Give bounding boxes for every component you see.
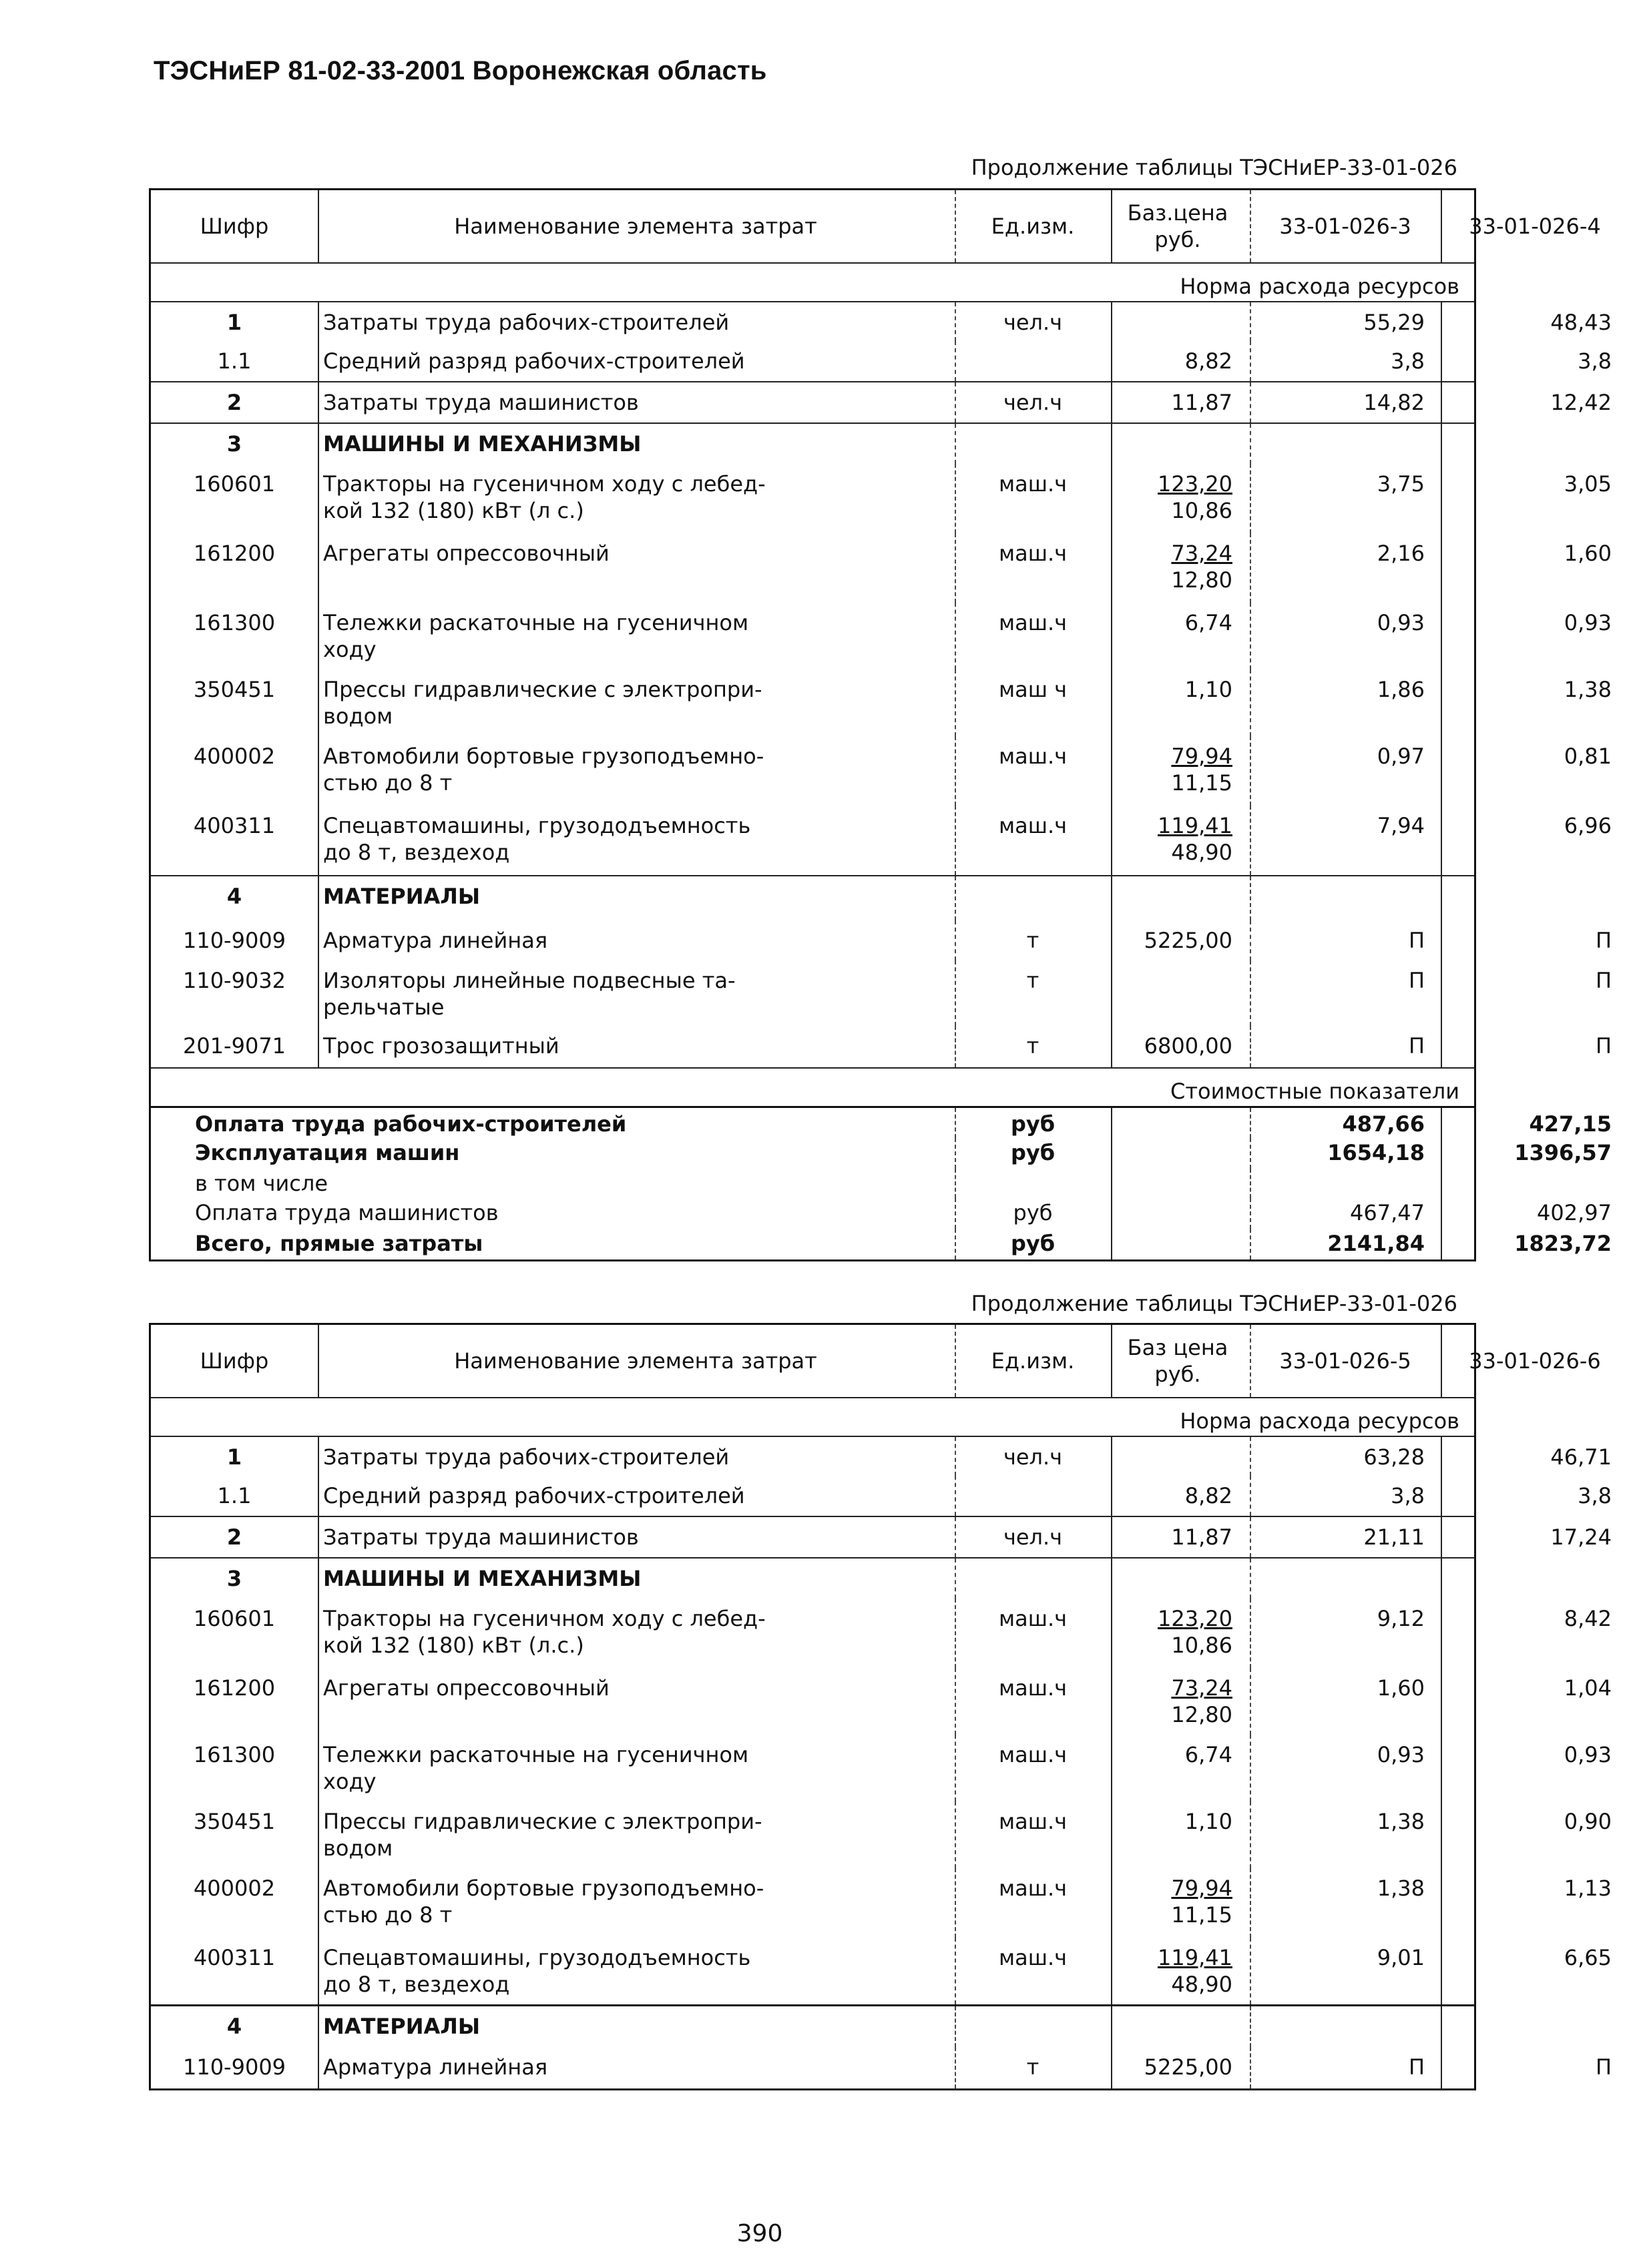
row-code: 350451 xyxy=(193,677,276,702)
cost-name: Оплата труда машинистов xyxy=(195,1200,499,1225)
row-code: 3 xyxy=(226,431,242,457)
row-name: Тракторы на гусеничном ходу с лебед- кой 132 (180) кВт (л с.) xyxy=(323,471,766,523)
cost-name: Всего, прямые затраты xyxy=(195,1231,483,1256)
row-name: Агрегаты опрессовочный xyxy=(323,541,610,566)
cost-label: Стоимостные показатели xyxy=(1170,1079,1459,1104)
row-unit: маш.ч xyxy=(998,471,1068,497)
row-code: 161300 xyxy=(193,610,276,635)
row-price: 73,24 12,80 xyxy=(1171,1675,1232,1727)
row-value-1: П xyxy=(1408,1033,1425,1059)
cost-value-2: 427,15 xyxy=(1529,1111,1612,1137)
row-code: 400002 xyxy=(193,1876,276,1901)
header-col2: 33-01-026-6 xyxy=(1469,1348,1601,1374)
table-caption: Продолжение таблицы ТЭСНиЕР-33-01-026 xyxy=(971,1291,1457,1316)
row-name: Спецавтомашины, грузододъемность до 8 т, вездеход xyxy=(323,1945,751,1997)
row-price: 5225,00 xyxy=(1144,2054,1232,2080)
row-unit: маш.ч xyxy=(998,1876,1068,1901)
row-value-2: 12,42 xyxy=(1550,390,1612,415)
row-value-1: 3,8 xyxy=(1391,1483,1425,1508)
section-row xyxy=(151,2004,1474,2047)
table-row xyxy=(151,1668,1612,1735)
table-row xyxy=(151,920,1612,960)
row-price xyxy=(1111,960,1250,1026)
cost-row xyxy=(151,1229,1612,1259)
row-code: 110-9009 xyxy=(182,2054,286,2080)
header-code: Шифр xyxy=(200,214,269,239)
row-value-2: П xyxy=(1595,968,1612,993)
row-price: 11,87 xyxy=(1171,390,1232,415)
row-code: 161200 xyxy=(193,541,276,566)
row-price: 11,87 xyxy=(1171,1524,1232,1550)
table-row xyxy=(151,1801,1612,1868)
row-name: Трос грозозащитный xyxy=(323,1033,559,1059)
row-code: 160601 xyxy=(193,471,276,497)
row-name: Спецавтомашины, грузододъемность до 8 т, вездеход xyxy=(323,813,751,865)
cost-unit: руб xyxy=(1010,1140,1056,1165)
cost-name: Эксплуатация машин xyxy=(195,1140,460,1165)
row-unit: чел.ч xyxy=(1003,1524,1063,1550)
row-value-2: П xyxy=(1595,928,1612,953)
row-unit: маш.ч xyxy=(998,1606,1068,1631)
row-code: 3 xyxy=(226,1566,242,1591)
cost-name: в том числе xyxy=(195,1171,328,1196)
row-value-1: 14,82 xyxy=(1363,390,1425,415)
row-value-1: 9,12 xyxy=(1377,1606,1425,1631)
row-value-2: 1,60 xyxy=(1564,541,1612,566)
row-value-1: 21,11 xyxy=(1363,1524,1425,1550)
row-value-1: 3,75 xyxy=(1377,471,1425,497)
table-row xyxy=(151,1476,1612,1516)
table-header-row xyxy=(151,190,1601,262)
row-price: 6,74 xyxy=(1184,1742,1232,1767)
header-unit: Ед.изм. xyxy=(991,1348,1075,1374)
table-row xyxy=(151,1436,1612,1476)
header-price: Баз.цена руб. xyxy=(1127,200,1228,252)
row-value-2: 0,93 xyxy=(1564,610,1612,635)
row-value-2: 0,93 xyxy=(1564,1742,1612,1767)
table-row xyxy=(151,1868,1612,1938)
row-code: 1 xyxy=(226,310,242,335)
row-price: 8,82 xyxy=(1184,1483,1232,1508)
resource-table-2 xyxy=(149,1323,1612,2090)
table-row xyxy=(151,1516,1612,1557)
row-value-2: 3,8 xyxy=(1578,348,1612,374)
row-unit: чел.ч xyxy=(1003,390,1063,415)
row-price: 1,10 xyxy=(1184,677,1232,702)
row-name: Затраты труда рабочих-строителей xyxy=(323,1444,730,1470)
row-unit: т xyxy=(1026,928,1039,953)
section-row xyxy=(151,1557,1474,1599)
row-value-1: 0,93 xyxy=(1377,1742,1425,1767)
header-col2: 33-01-026-4 xyxy=(1469,214,1601,239)
resource-table-1 xyxy=(149,188,1612,1261)
table-row xyxy=(151,736,1612,806)
header-name: Наименование элемента затрат xyxy=(454,214,817,239)
row-unit: маш.ч xyxy=(998,744,1068,769)
row-value-2: 6,96 xyxy=(1564,813,1612,838)
row-value-2: 46,71 xyxy=(1550,1444,1612,1470)
row-code: 400311 xyxy=(193,813,276,838)
table-caption: Продолжение таблицы ТЭСНиЕР-33-01-026 xyxy=(971,155,1457,180)
row-value-1: 1,38 xyxy=(1377,1809,1425,1834)
table-row xyxy=(151,603,1612,669)
table-row xyxy=(151,533,1612,603)
section-title: МАШИНЫ И МЕХАНИЗМЫ xyxy=(323,431,642,457)
table-row xyxy=(151,1026,1612,1067)
row-price xyxy=(1111,1437,1250,1476)
row-code: 400002 xyxy=(193,744,276,769)
row-price: 119,41 48,90 xyxy=(1158,813,1232,865)
row-code: 400311 xyxy=(193,1945,276,1970)
table-row xyxy=(151,381,1612,422)
row-value-1: 63,28 xyxy=(1363,1444,1425,1470)
row-unit: т xyxy=(1026,968,1039,993)
row-unit: маш ч xyxy=(998,677,1068,702)
row-code: 350451 xyxy=(193,1809,276,1834)
cost-unit: руб xyxy=(1013,1200,1053,1225)
row-value-2: 6,65 xyxy=(1564,1945,1612,1970)
row-value-2: 1,04 xyxy=(1564,1675,1612,1701)
row-code: 201-9071 xyxy=(182,1033,286,1059)
row-value-1: 0,97 xyxy=(1377,744,1425,769)
row-value-2: 3,8 xyxy=(1578,1483,1612,1508)
row-code: 4 xyxy=(226,884,242,909)
row-name: Средний разряд рабочих-строителей xyxy=(323,348,745,374)
norm-label-row xyxy=(151,1397,1474,1436)
row-price: 73,24 12,80 xyxy=(1171,541,1232,593)
header-unit: Ед.изм. xyxy=(991,214,1075,239)
cost-label-row xyxy=(151,1067,1474,1106)
table-row xyxy=(151,1599,1612,1668)
cost-value-2: 1823,72 xyxy=(1514,1231,1612,1256)
row-price: 123,20 10,86 xyxy=(1158,471,1232,523)
row-code: 161200 xyxy=(193,1675,276,1701)
table-row xyxy=(151,464,1612,533)
row-value-1: 1,38 xyxy=(1377,1876,1425,1901)
row-price: 1,10 xyxy=(1184,1809,1232,1834)
row-value-2: 3,05 xyxy=(1564,471,1612,497)
row-unit: маш.ч xyxy=(998,1809,1068,1834)
norm-label: Норма расхода ресурсов xyxy=(1180,1408,1459,1434)
header-col1: 33-01-026-3 xyxy=(1279,214,1411,239)
section-title: МАТЕРИАЛЫ xyxy=(323,2014,481,2039)
row-price: 79,94 11,15 xyxy=(1171,1876,1232,1928)
cost-unit: руб xyxy=(1010,1111,1056,1137)
page-number: 390 xyxy=(736,2220,783,2247)
row-unit: маш.ч xyxy=(998,1742,1068,1767)
cost-value-1: 467,47 xyxy=(1350,1200,1425,1225)
row-name: Агрегаты опрессовочный xyxy=(323,1675,610,1701)
norm-label: Норма расхода ресурсов xyxy=(1180,274,1459,299)
norm-label-row xyxy=(151,262,1474,301)
cost-unit: руб xyxy=(1010,1231,1056,1256)
cost-row xyxy=(151,1106,1612,1138)
table-row xyxy=(151,2047,1612,2088)
row-code: 2 xyxy=(226,390,242,415)
row-value-2: 0,81 xyxy=(1564,744,1612,769)
row-value-2: 0,90 xyxy=(1564,1809,1612,1834)
row-name: Прессы гидравлические с электропри- водом xyxy=(323,677,762,729)
section-title: МАШИНЫ И МЕХАНИЗМЫ xyxy=(323,1566,642,1591)
row-code: 2 xyxy=(226,1524,242,1550)
header-name: Наименование элемента затрат xyxy=(454,1348,817,1374)
row-value-2: 1,13 xyxy=(1564,1876,1612,1901)
row-unit: маш.ч xyxy=(998,541,1068,566)
row-value-1: 9,01 xyxy=(1377,1945,1425,1970)
cost-value-1: 2141,84 xyxy=(1327,1231,1425,1256)
row-code: 1.1 xyxy=(217,348,252,374)
row-unit: чел.ч xyxy=(1003,310,1063,335)
row-name: Прессы гидравлические с электропри- водом xyxy=(323,1809,762,1861)
cost-value-2: 1396,57 xyxy=(1514,1140,1612,1165)
row-unit: маш.ч xyxy=(998,813,1068,838)
row-code: 110-9032 xyxy=(182,968,286,993)
row-unit xyxy=(955,1476,1111,1516)
row-value-1: 3,8 xyxy=(1391,348,1425,374)
row-value-1: 0,93 xyxy=(1377,610,1425,635)
row-price: 79,94 11,15 xyxy=(1171,744,1232,796)
row-name: Затраты труда машинистов xyxy=(323,390,639,415)
row-code: 160601 xyxy=(193,1606,276,1631)
row-price: 6800,00 xyxy=(1144,1033,1232,1059)
row-name: Тележки раскаточные на гусеничном ходу xyxy=(323,610,749,662)
table-row xyxy=(151,301,1612,341)
row-unit: чел.ч xyxy=(1003,1444,1063,1470)
table-row xyxy=(151,1735,1612,1801)
row-value-1: 55,29 xyxy=(1363,310,1425,335)
row-name: Тележки раскаточные на гусеничном ходу xyxy=(323,1742,749,1794)
row-code: 161300 xyxy=(193,1742,276,1767)
row-price xyxy=(1111,302,1250,341)
row-price: 5225,00 xyxy=(1144,928,1232,953)
row-value-2: 48,43 xyxy=(1550,310,1612,335)
row-value-1: П xyxy=(1408,2054,1425,2080)
row-value-1: 1,60 xyxy=(1377,1675,1425,1701)
table-row xyxy=(151,960,1612,1026)
row-price: 123,20 10,86 xyxy=(1158,1606,1232,1658)
row-value-2: П xyxy=(1595,1033,1612,1059)
row-value-1: П xyxy=(1408,928,1425,953)
row-value-2: П xyxy=(1595,2054,1612,2080)
row-name: Автомобили бортовые грузоподъемно- стью до 8 т xyxy=(323,744,764,796)
row-unit: маш.ч xyxy=(998,610,1068,635)
table-row xyxy=(151,1938,1612,2004)
table-row xyxy=(151,341,1612,381)
row-code: 1.1 xyxy=(217,1483,252,1508)
cost-row xyxy=(151,1169,1474,1198)
table-row xyxy=(151,806,1612,875)
cost-value-1: 1654,18 xyxy=(1327,1140,1425,1165)
row-price: 119,41 48,90 xyxy=(1158,1945,1232,1997)
cost-row xyxy=(151,1198,1612,1229)
row-name: Изоляторы линейные подвесные та- рельчатые xyxy=(323,968,736,1020)
row-value-1: 2,16 xyxy=(1377,541,1425,566)
row-price: 8,82 xyxy=(1184,348,1232,374)
row-name: Затраты труда рабочих-строителей xyxy=(323,310,730,335)
row-value-1: 1,86 xyxy=(1377,677,1425,702)
section-row xyxy=(151,875,1474,920)
table-row xyxy=(151,669,1612,736)
row-value-1: П xyxy=(1408,968,1425,993)
header-code: Шифр xyxy=(200,1348,269,1374)
document-title: ТЭСНиЕР 81-02-33-2001 Воронежская область xyxy=(154,56,767,85)
row-code: 4 xyxy=(226,2014,242,2039)
header-col1: 33-01-026-5 xyxy=(1279,1348,1411,1374)
header-price: Баз цена руб. xyxy=(1127,1335,1228,1387)
row-value-1: 7,94 xyxy=(1377,813,1425,838)
row-price: 6,74 xyxy=(1184,610,1232,635)
row-value-2: 17,24 xyxy=(1550,1524,1612,1550)
row-unit xyxy=(955,341,1111,381)
row-name: Арматура линейная xyxy=(323,2054,548,2080)
row-unit: маш.ч xyxy=(998,1675,1068,1701)
row-unit: т xyxy=(1026,1033,1039,1059)
row-name: Автомобили бортовые грузоподъемно- стью до 8 т xyxy=(323,1876,764,1928)
row-name: Тракторы на гусеничном ходу с лебед- кой 132 (180) кВт (л.с.) xyxy=(323,1606,766,1658)
section-title: МАТЕРИАЛЫ xyxy=(323,884,481,909)
row-code: 1 xyxy=(226,1444,242,1470)
row-name: Арматура линейная xyxy=(323,928,548,953)
row-value-2: 1,38 xyxy=(1564,677,1612,702)
row-name: Средний разряд рабочих-строителей xyxy=(323,1483,745,1508)
row-name: Затраты труда машинистов xyxy=(323,1524,639,1550)
row-value-2: 8,42 xyxy=(1564,1606,1612,1631)
row-unit: т xyxy=(1026,2054,1039,2080)
row-unit: маш.ч xyxy=(998,1945,1068,1970)
row-code: 110-9009 xyxy=(182,928,286,953)
cost-value-2: 402,97 xyxy=(1537,1200,1612,1225)
cost-name: Оплата труда рабочих-строителей xyxy=(195,1111,627,1137)
table-header-row xyxy=(151,1325,1601,1397)
section-row xyxy=(151,422,1474,464)
cost-row xyxy=(151,1138,1612,1169)
cost-value-1: 487,66 xyxy=(1342,1111,1425,1137)
